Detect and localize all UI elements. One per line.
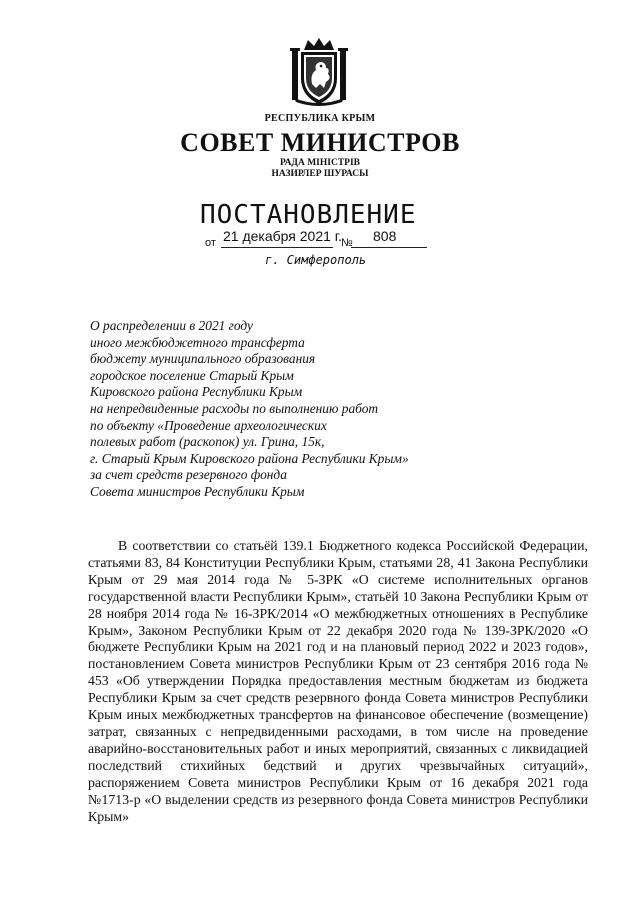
council-name-ukrainian: РАДА МІНІСТРІВ bbox=[279, 158, 360, 168]
body-paragraph: В соответствии со статьёй 139.1 Бюджетного кодекса Российской Федерации, статьями 83, 84 Конституции Республики Крым, статьями 28, 41 Закона Республики Крым от 29 мая 2014 года № 5-ЗРК «О системе исполнительных органов государственной власти Республики Крым», статьёй 10 Закона Республики Крым от 28 ноября 2014 года № 16-ЗРК/2014 «О межбюджетных отношениях в Республике Крым», Законом Республики Крым от 22 декабря 2020 года № 139-ЗРК/2020 «О бюджете Республики Крым на 2021 год и на плановый период 2022 и 2023 годов», постановлением Совета министров Республики Крым от 23 сентября 2016 года № 453 «Об утверждении Порядка предоставления местным бюджетам из бюджета Республики Крым за счет средств резервного фонда Совета министров Республики Крым иных межбюджетных трансфертов на финансовое обеспечение (возмещение) затрат, связанных с непредвиденными расходами, в том числе на проведение аварийно-восстановительных работ и иных мероприятий, связанных с ликвидацией последствий стихийных бедствий и других чрезвычайных ситуаций», распоряжением Совета министров Республики Крым от 16 декабря 2021 года №1713-р «О выделении средств из резервного фонда Совета министров Республики Крым» bbox=[88, 538, 588, 824]
subject-line: бюджету муниципального образования bbox=[90, 351, 316, 367]
republic-name: РЕСПУБЛИКА КРЫМ bbox=[264, 113, 376, 124]
subject-line: полевых работ (раскопок) ул. Грина, 15к, bbox=[90, 434, 325, 450]
date-number-line bbox=[205, 228, 445, 249]
number-prefix: № bbox=[341, 237, 353, 249]
document-date: 21 декабря 2021 г. bbox=[223, 228, 343, 244]
document-type-title: ПОСТАНОВЛЕНИЕ bbox=[200, 200, 417, 230]
coat-of-arms-icon bbox=[288, 38, 350, 106]
subject-line: на непредвиденные расходы по выполнению работ bbox=[90, 400, 379, 416]
subject-line: иного межбюджетного трансферта bbox=[90, 334, 305, 350]
council-name-translations bbox=[0, 158, 640, 180]
subject-line: Кировского района Республики Крым bbox=[90, 384, 303, 400]
date-prefix: от bbox=[205, 237, 216, 249]
document-number: 808 bbox=[373, 228, 397, 244]
subject-line: по объекту «Проведение археологических bbox=[90, 417, 327, 433]
date-underline bbox=[221, 247, 333, 248]
subject-line: городское поселение Старый Крым bbox=[90, 367, 294, 383]
council-name-crimean-tatar: НАЗИРЛЕР ШУРАСЫ bbox=[271, 169, 369, 179]
document-subject bbox=[90, 318, 470, 501]
subject-line: г. Старый Крым Кировского района Республики Крым» bbox=[90, 450, 409, 466]
subject-line: Совета министров Республики Крым bbox=[90, 483, 305, 499]
subject-line: за счет средств резервного фонда bbox=[90, 467, 287, 483]
number-underline bbox=[351, 247, 427, 248]
subject-line: О распределении в 2021 году bbox=[90, 318, 253, 333]
council-name: СОВЕТ МИНИСТРОВ bbox=[180, 128, 460, 157]
document-body bbox=[88, 538, 588, 825]
document-city: г. Симферополь bbox=[265, 253, 367, 267]
